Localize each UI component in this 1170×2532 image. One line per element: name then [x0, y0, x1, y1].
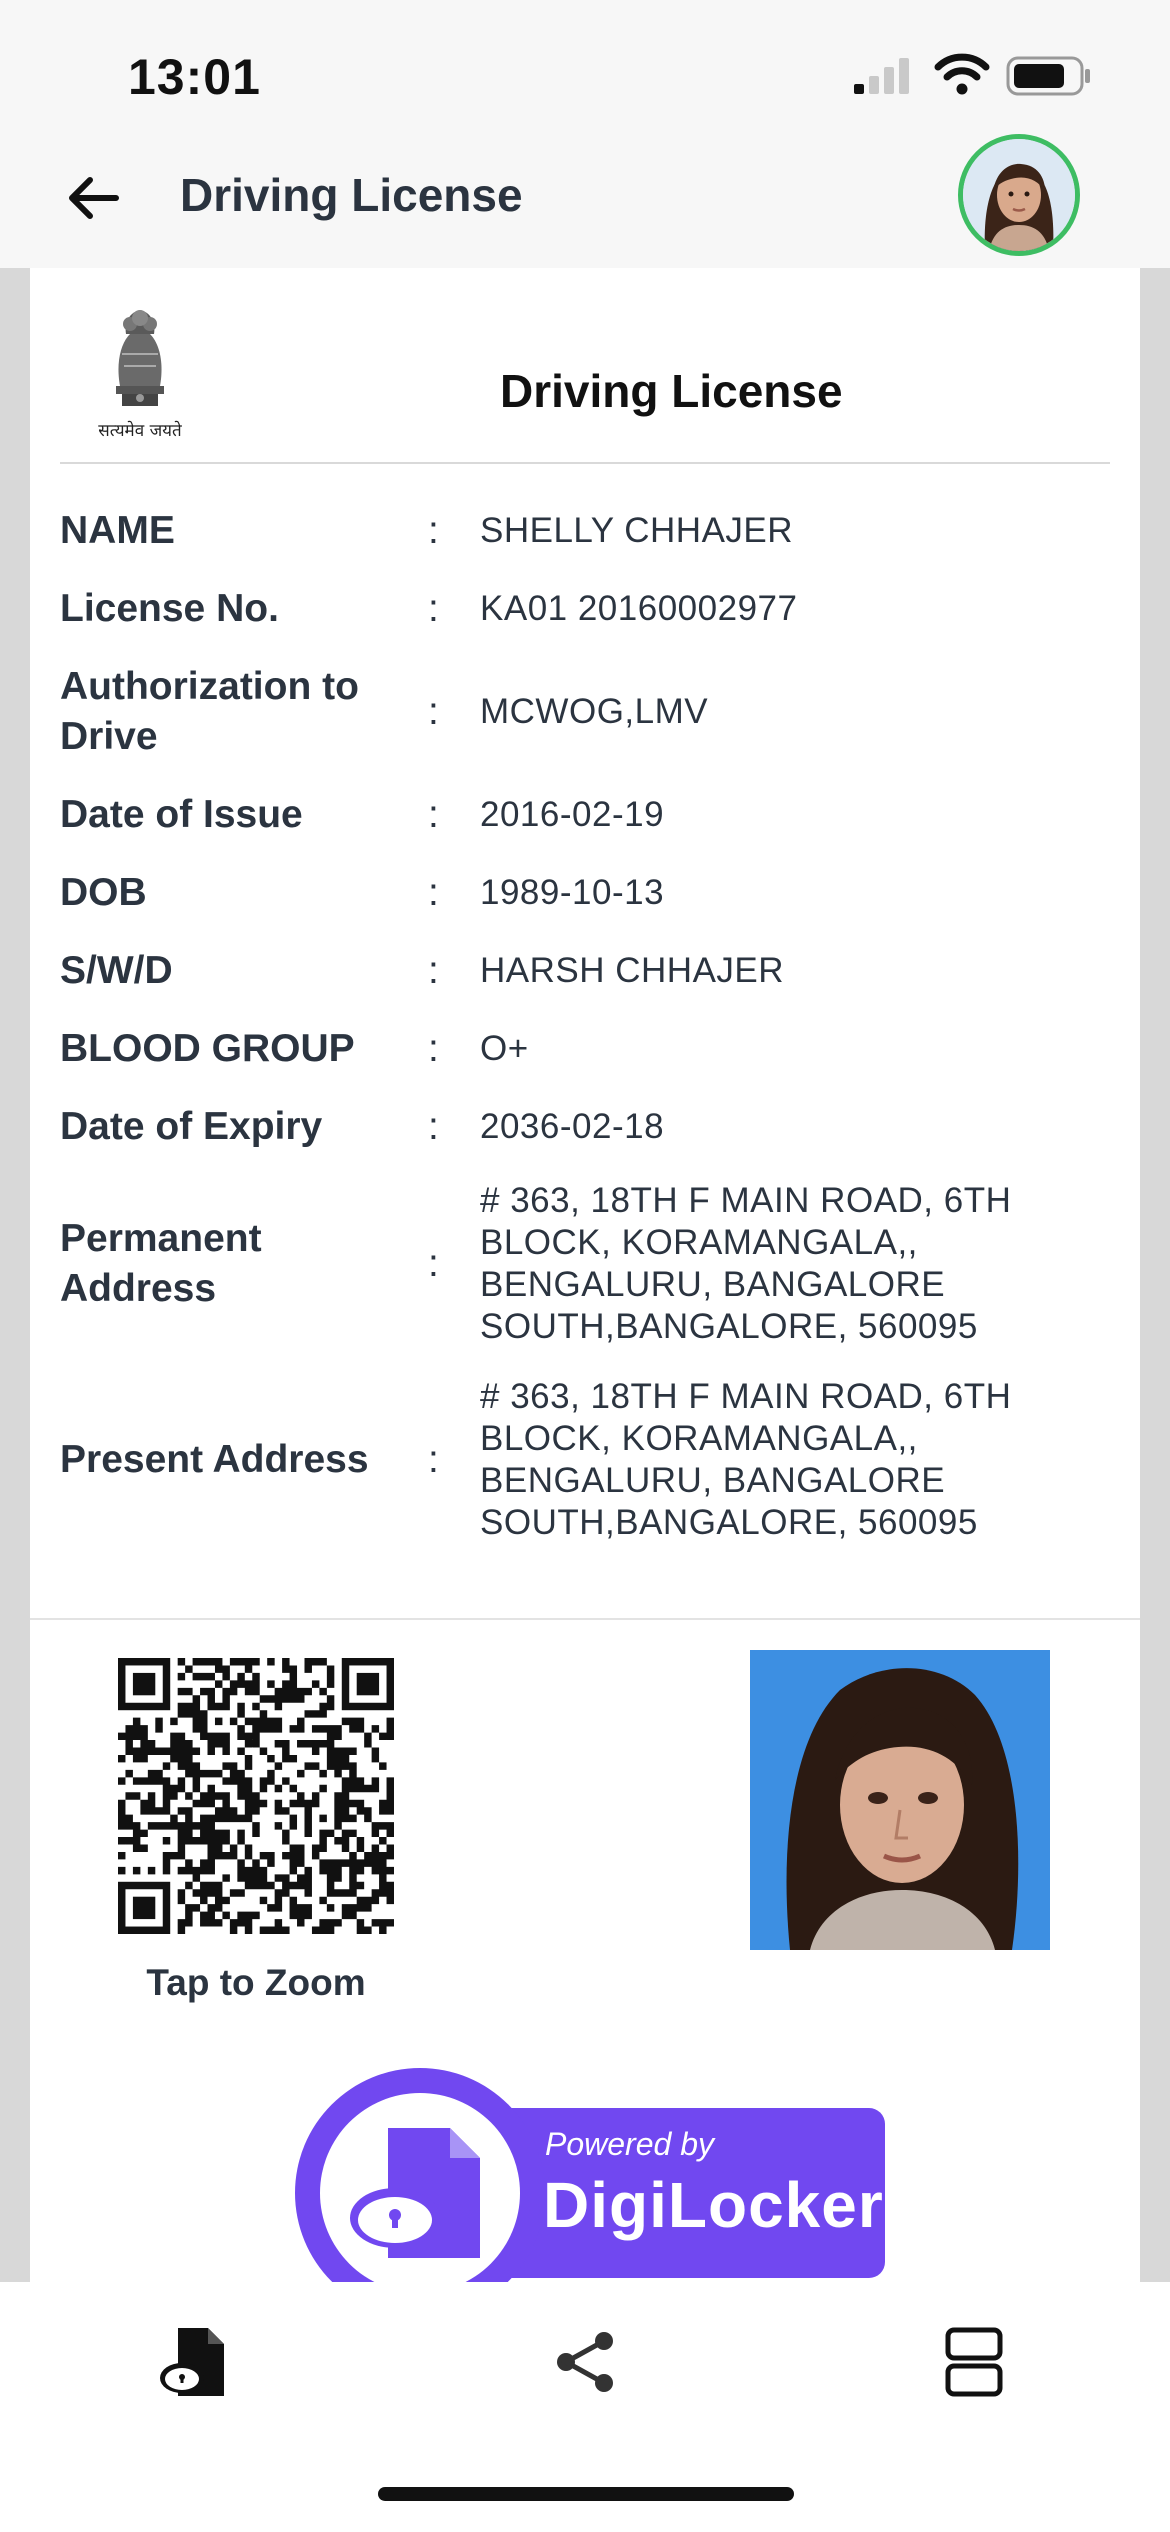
field-value: KA01 20160002977: [480, 589, 798, 628]
field-label: DOB: [60, 871, 147, 914]
document-view[interactable]: [0, 268, 1170, 2282]
back-button[interactable]: [54, 160, 130, 236]
status-time: 13:01: [128, 49, 261, 105]
page-title: Driving License: [180, 169, 523, 221]
battery-icon: [1006, 56, 1092, 96]
home-indicator: [378, 2487, 794, 2501]
split-view-button[interactable]: [924, 2312, 1024, 2412]
field-value: SHELLY CHHAJER: [480, 511, 794, 550]
cloud-document-button[interactable]: [146, 2312, 246, 2412]
tap-to-zoom-label[interactable]: Tap to Zoom: [146, 1962, 366, 2003]
brand-label: DigiLocker: [543, 2169, 884, 2241]
field-separator: :: [428, 587, 439, 630]
field-separator: :: [428, 690, 439, 733]
field-separator: :: [428, 1438, 439, 1481]
cellular-signal-icon: [852, 56, 914, 96]
field-label: Date of Issue: [60, 793, 303, 836]
field-value: HARSH CHHAJER: [480, 951, 785, 990]
qr-finder-pattern: [346, 1662, 391, 1707]
field-license-no: [60, 584, 1110, 634]
field-separator: :: [428, 1105, 439, 1148]
field-blood-group: [60, 1024, 1110, 1074]
field-separator: :: [428, 949, 439, 992]
wifi-icon: [934, 52, 990, 96]
details-list: [60, 506, 1110, 1572]
share-icon: [550, 2327, 620, 2397]
field-label: Authorization to Drive: [60, 665, 359, 758]
card-header: [60, 308, 1110, 464]
field-value: # 363, 18TH F MAIN ROAD, 6TH BLOCK, KORAMANGALA,, BENGALURU, BANGALORE SOUTH,BANGALORE, 560095: [480, 1181, 1012, 1346]
field-value: MCWOG,LMV: [480, 692, 709, 731]
field-value: O+: [480, 1029, 529, 1068]
app-header: [0, 130, 1170, 268]
cloud-document-icon: [156, 2322, 236, 2402]
field-date-of-issue: [60, 790, 1110, 840]
field-value: # 363, 18TH F MAIN ROAD, 6TH BLOCK, KORAMANGALA,, BENGALURU, BANGALORE SOUTH,BANGALORE, 560095: [480, 1377, 1012, 1542]
field-label: S/W/D: [60, 949, 173, 992]
field-dob: [60, 868, 1110, 918]
qr-modules: [118, 1658, 394, 1934]
field-value: 2016-02-19: [480, 795, 665, 834]
field-separator: :: [428, 793, 439, 836]
field-present-address: [60, 1376, 1110, 1544]
qr-finder-pattern: [122, 1662, 167, 1707]
digilocker-badge: [285, 2068, 925, 2282]
holder-photo-image: [750, 1650, 1050, 1950]
card-title: Driving License: [500, 365, 843, 417]
field-label: License No.: [60, 587, 279, 630]
emblem-caption: सत्यमेव जयते: [98, 421, 182, 441]
field-separator: :: [428, 1242, 439, 1285]
qr-finder-pattern: [122, 1886, 167, 1931]
field-label: Present Address: [60, 1438, 369, 1481]
field-separator: :: [428, 1027, 439, 1070]
field-value: 1989-10-13: [480, 873, 665, 912]
field-permanent-address: [60, 1180, 1110, 1348]
field-swd: [60, 946, 1110, 996]
avatar[interactable]: [958, 134, 1080, 256]
status-bar: [0, 0, 1170, 140]
field-label: Date of Expiry: [60, 1105, 323, 1148]
license-card: [30, 268, 1140, 2282]
qr-code-image: [118, 1658, 394, 1934]
field-name: [60, 506, 1110, 556]
field-label: NAME: [60, 509, 175, 552]
qr-code[interactable]: [118, 1658, 394, 1934]
field-label: Permanent Address: [60, 1217, 262, 1310]
field-date-of-expiry: [60, 1102, 1110, 1152]
powered-by-label: Powered by: [545, 2126, 714, 2162]
user-avatar-image: [963, 139, 1075, 251]
section-divider: [30, 1618, 1140, 1620]
field-separator: :: [428, 509, 439, 552]
split-view-icon: [942, 2326, 1006, 2398]
arrow-left-icon: [64, 174, 120, 222]
field-separator: :: [428, 871, 439, 914]
field-authorization: [60, 662, 1110, 762]
license-photo: [750, 1650, 1050, 1950]
field-value: 2036-02-18: [480, 1107, 665, 1146]
field-label: BLOOD GROUP: [60, 1027, 355, 1070]
share-button[interactable]: [535, 2312, 635, 2412]
